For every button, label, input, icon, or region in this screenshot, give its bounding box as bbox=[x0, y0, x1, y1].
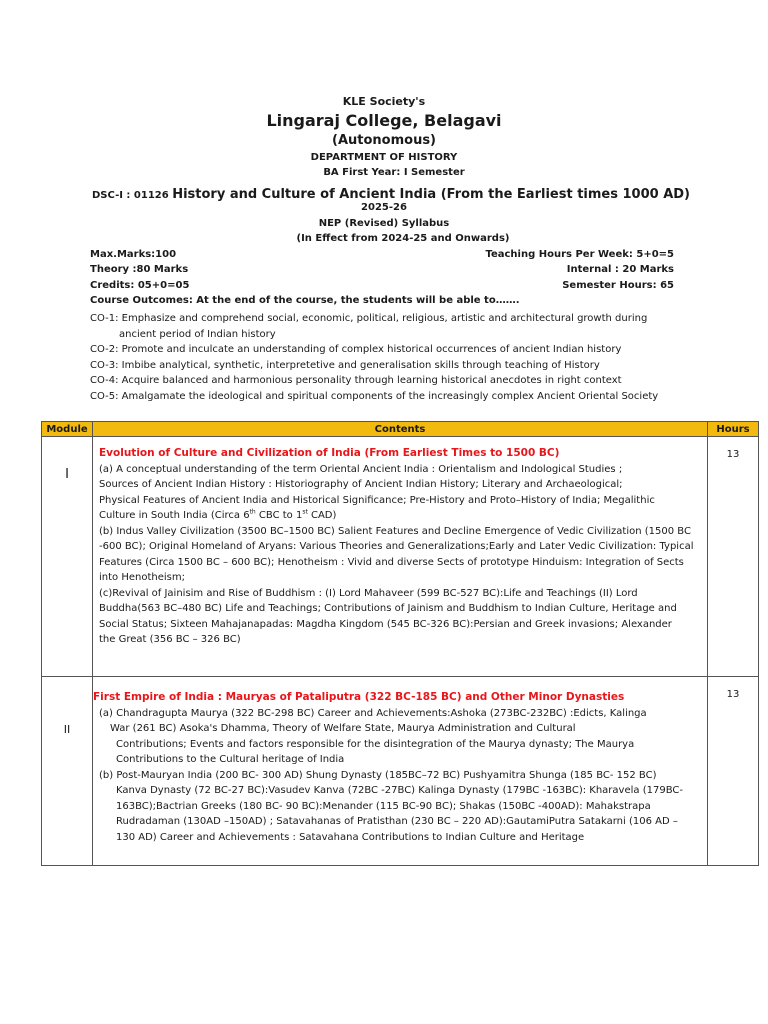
outcomes-heading: Course Outcomes: At the end of the course, the students will be able to……. bbox=[90, 295, 520, 306]
credits: Credits: 05+0=05 bbox=[90, 280, 190, 291]
department-name: DEPARTMENT OF HISTORY bbox=[310, 152, 458, 163]
superscript: th bbox=[249, 508, 256, 516]
content-line: Physical Features of Ancient India and Historical Significance; Pre-History and Proto–History of India; Megalithic bbox=[99, 494, 655, 506]
co-2: CO-2: Promote and inculcate an understanding of complex historical occurrences of ancient Indian history bbox=[90, 344, 622, 355]
course-title: History and Culture of Ancient India (From the Earliest times 1000 AD) bbox=[172, 187, 690, 202]
content-line: Contributions; Events and factors responsible for the disintegration of the Maurya dynasty; The Maurya bbox=[116, 738, 635, 750]
contents-header: Contents bbox=[93, 422, 708, 437]
content-line: (a) A conceptual understanding of the term Oriental Ancient India : Orientalism and Indological Studies ; bbox=[99, 463, 623, 475]
module-header: Module bbox=[42, 422, 93, 437]
module-number: I bbox=[42, 437, 93, 677]
table-row bbox=[42, 437, 759, 677]
table-row bbox=[42, 677, 759, 866]
effect-label: (In Effect from 2024-25 and Onwards) bbox=[296, 233, 510, 244]
module-contents bbox=[93, 437, 708, 677]
content-line: Kanva Dynasty (72 BC-27 BC):Vasudev Kanva (72BC -27BC) Kalinga Dynasty (179BC -163BC): Kharavela (179BC- bbox=[116, 785, 683, 796]
module-contents bbox=[93, 677, 708, 866]
module-table bbox=[41, 421, 759, 866]
course-line bbox=[92, 183, 690, 202]
co-3: CO-3: Imbibe analytical, synthetic, interpretetive and generalisation skills through teaching of History bbox=[90, 359, 600, 371]
co-1-cont: ancient period of Indian history bbox=[119, 328, 276, 340]
max-marks: Max.Marks:100 bbox=[90, 249, 177, 260]
teaching-hours: Teaching Hours Per Week: 5+0=5 bbox=[485, 249, 674, 260]
content-line: War (261 BC) Asoka's Dhamma, Theory of Welfare State, Maurya Administration and Cultural bbox=[110, 723, 576, 734]
module-title: First Empire of India : Mauryas of Pataliputra (322 BC-185 BC) and Other Minor Dynasties bbox=[93, 691, 625, 703]
content-line: 130 AD) Career and Achievements : Satavahana Contributions to Indian Culture and Heritage bbox=[116, 831, 585, 843]
content-line bbox=[99, 508, 707, 524]
co-5: CO-5: Amalgamate the ideological and spiritual components of the increasingly complex Ancient Oriental Society bbox=[90, 390, 659, 402]
co-1: CO-1: Emphasize and comprehend social, economic, political, religious, artistic and architectural growth during bbox=[90, 313, 648, 324]
semester-hours: Semester Hours: 65 bbox=[562, 280, 674, 291]
module-number: II bbox=[42, 677, 93, 866]
module-title: Evolution of Culture and Civilization of India (From Earliest Times to 1500 BC) bbox=[99, 447, 560, 459]
course-code: DSC-I : 01126 bbox=[92, 190, 173, 201]
internal-marks: Internal : 20 Marks bbox=[566, 264, 674, 275]
theory-marks: Theory :80 Marks bbox=[90, 264, 189, 275]
content-line: Sources of Ancient Indian History : Historiography of Ancient Indian History; Literary and Archaeological; bbox=[99, 479, 623, 490]
academic-year: 2025-26 bbox=[361, 202, 407, 213]
society-name: KLE Society's bbox=[342, 95, 426, 108]
superscript: st bbox=[302, 508, 308, 516]
content-line: (b) Post-Mauryan India (200 BC- 300 AD) Shung Dynasty (185BC–72 BC) Pushyamitra Shunga (185 BC- 152 BC) bbox=[99, 769, 657, 781]
content-line: (c)Revival of Jainisim and Rise of Buddhism : (I) Lord Mahaveer (599 BC-527 BC):Life and Teachings (II) Lord bbox=[99, 587, 638, 599]
content-line: Rudradaman (130AD –150AD) ; Satavahanas of Pratisthan (230 BC – 220 AD):GautamiPutra Satakarni (106 AD – bbox=[116, 816, 678, 827]
autonomous-label: (Autonomous) bbox=[332, 133, 436, 148]
content-line: Social Status; Sixteen Mahajanapadas: Magdha Kingdom (545 BC-326 BC):Persian and Greek invasions; Alexander bbox=[99, 618, 672, 630]
content-text: Culture in South India (Circa 6 bbox=[99, 510, 250, 521]
content-line: Features (Circa 1500 BC – 600 BC); Henotheism : Vivid and diverse Sects of prototype Hinduism: Integration of Sects bbox=[99, 556, 684, 568]
content-line: (a) Chandragupta Maurya (322 BC-298 BC) Career and Achievements:Ashoka (273BC-232BC) :Edicts, Kalinga bbox=[99, 707, 647, 719]
content-line: the Great (356 BC – 326 BC) bbox=[99, 634, 241, 645]
module-hours: 13 bbox=[708, 437, 759, 677]
content-line: into Henotheism; bbox=[99, 572, 185, 583]
content-line: Contributions to the Cultural heritage of India bbox=[116, 754, 345, 765]
year-semester: BA First Year: I Semester bbox=[323, 167, 465, 178]
content-line: -600 BC); Original Homeland of Aryans: Various Theories and Generalizations;Early and Later Vedic Civilization: Typical bbox=[99, 541, 694, 552]
syllabus-label: NEP (Revised) Syllabus bbox=[318, 218, 450, 229]
content-text: CAD) bbox=[307, 510, 337, 521]
hours-header: Hours bbox=[708, 422, 759, 437]
content-line: (b) Indus Valley Civilization (3500 BC–1500 BC) Salient Features and Decline Emergence of Vedic Civilization (1500 BC bbox=[99, 525, 691, 537]
module-hours: 13 bbox=[708, 677, 759, 866]
college-name: Lingaraj College, Belagavi bbox=[266, 111, 502, 130]
content-line: Buddha(563 BC–480 BC) Life and Teachings; Contributions of Jainism and Buddhism to Indian Culture, Heritage and bbox=[99, 603, 677, 614]
table-header-row bbox=[42, 422, 759, 437]
co-4: CO-4: Acquire balanced and harmonious personality through learning historical anecdotes in right context bbox=[90, 375, 622, 386]
content-line: 163BC);Bactrian Greeks (180 BC- 90 BC):Menander (115 BC-90 BC); Shakas (150BC -400AD): Mahakstrapa bbox=[116, 800, 651, 812]
course-outcomes bbox=[90, 311, 658, 404]
content-text: CBC to 1 bbox=[255, 510, 303, 521]
